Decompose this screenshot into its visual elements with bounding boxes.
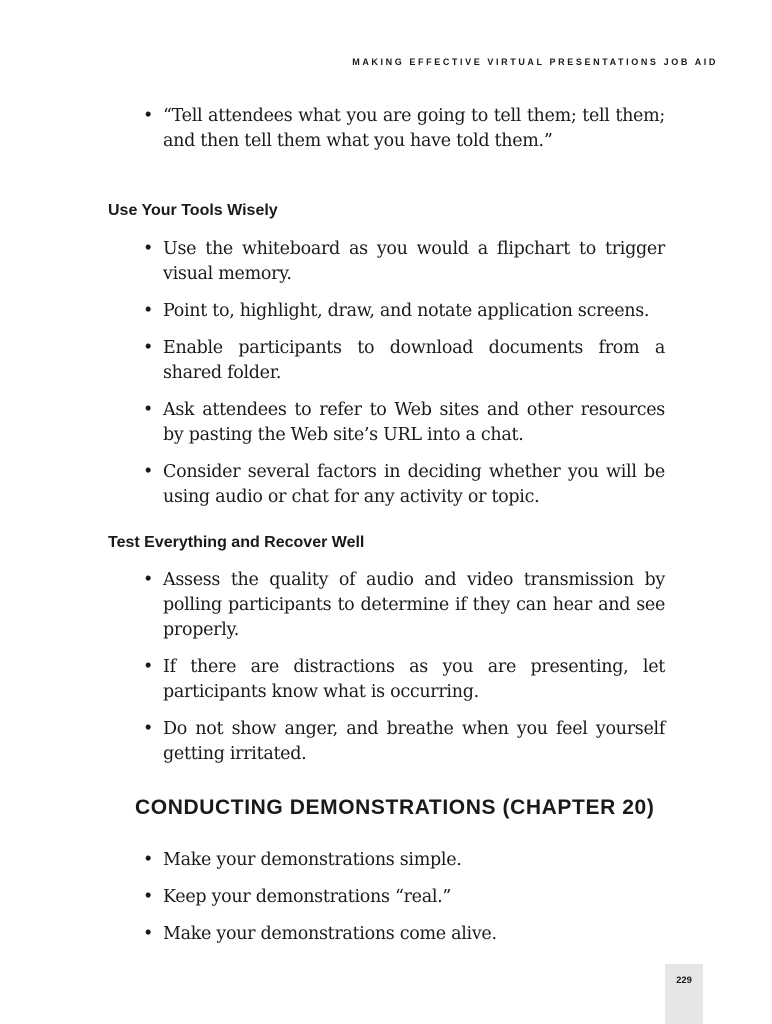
list-item-text: Make your demonstrations simple. bbox=[163, 850, 462, 870]
bullet-glyph: • bbox=[143, 301, 154, 321]
list-item bbox=[143, 655, 665, 705]
list-item bbox=[143, 922, 665, 947]
list-item-text: Enable participants to download documents from a shared folder. bbox=[163, 338, 665, 383]
list-item bbox=[143, 885, 665, 910]
bullet-glyph: • bbox=[143, 106, 154, 126]
intro-bullet-list bbox=[0, 104, 665, 154]
list-item bbox=[143, 237, 665, 287]
list-item-text: Point to, highlight, draw, and notate application screens. bbox=[163, 301, 650, 321]
bullet-glyph: • bbox=[143, 239, 154, 259]
list-item-text: Use the whiteboard as you would a flipchart to trigger visual memory. bbox=[163, 239, 665, 284]
page-number: 229 bbox=[676, 975, 692, 986]
running-head: MAKING EFFECTIVE VIRTUAL PRESENTATIONS JOB AID bbox=[352, 57, 718, 67]
list-item bbox=[143, 568, 665, 643]
bullet-glyph: • bbox=[143, 887, 154, 907]
list-item-text: Ask attendees to refer to Web sites and other resources by pasting the Web site’s URL into a chat. bbox=[163, 400, 665, 445]
chapter-heading: CONDUCTING DEMONSTRATIONS (CHAPTER 20) bbox=[135, 796, 655, 819]
list-item bbox=[143, 460, 665, 510]
list-item bbox=[143, 398, 665, 448]
list-item bbox=[143, 848, 665, 873]
tools-bullet-list bbox=[0, 237, 665, 510]
bullet-glyph: • bbox=[143, 462, 154, 482]
bullet-glyph: • bbox=[143, 570, 154, 590]
list-item-text: Make your demonstrations come alive. bbox=[163, 924, 497, 944]
list-item-text: “Tell attendees what you are going to tell them; tell them; and then tell them what you have told them.” bbox=[163, 106, 665, 151]
list-item-text: If there are distractions as you are presenting, let participants know what is occurring. bbox=[163, 657, 665, 702]
list-item bbox=[143, 336, 665, 386]
bullet-glyph: • bbox=[143, 850, 154, 870]
list-item bbox=[143, 717, 665, 767]
page-number-tab bbox=[665, 964, 703, 1024]
bullet-glyph: • bbox=[143, 924, 154, 944]
bullet-glyph: • bbox=[143, 719, 154, 739]
bullet-glyph: • bbox=[143, 657, 154, 677]
list-item-text: Do not show anger, and breathe when you feel yourself getting irritated. bbox=[163, 719, 665, 764]
bullet-glyph: • bbox=[143, 400, 154, 420]
list-item bbox=[143, 299, 665, 324]
list-item-text: Assess the quality of audio and video transmission by polling participants to determine if they can hear and see properly. bbox=[163, 570, 665, 640]
list-item-text: Keep your demonstrations “real.” bbox=[163, 887, 452, 907]
section-heading-test: Test Everything and Recover Well bbox=[108, 534, 365, 551]
list-item bbox=[143, 104, 665, 154]
section-heading-tools: Use Your Tools Wisely bbox=[108, 202, 278, 219]
test-bullet-list bbox=[0, 568, 665, 767]
bullet-glyph: • bbox=[143, 338, 154, 358]
chapter-bullet-list bbox=[0, 848, 665, 947]
list-item-text: Consider several factors in deciding whether you will be using audio or chat for any activity or topic. bbox=[163, 462, 665, 507]
